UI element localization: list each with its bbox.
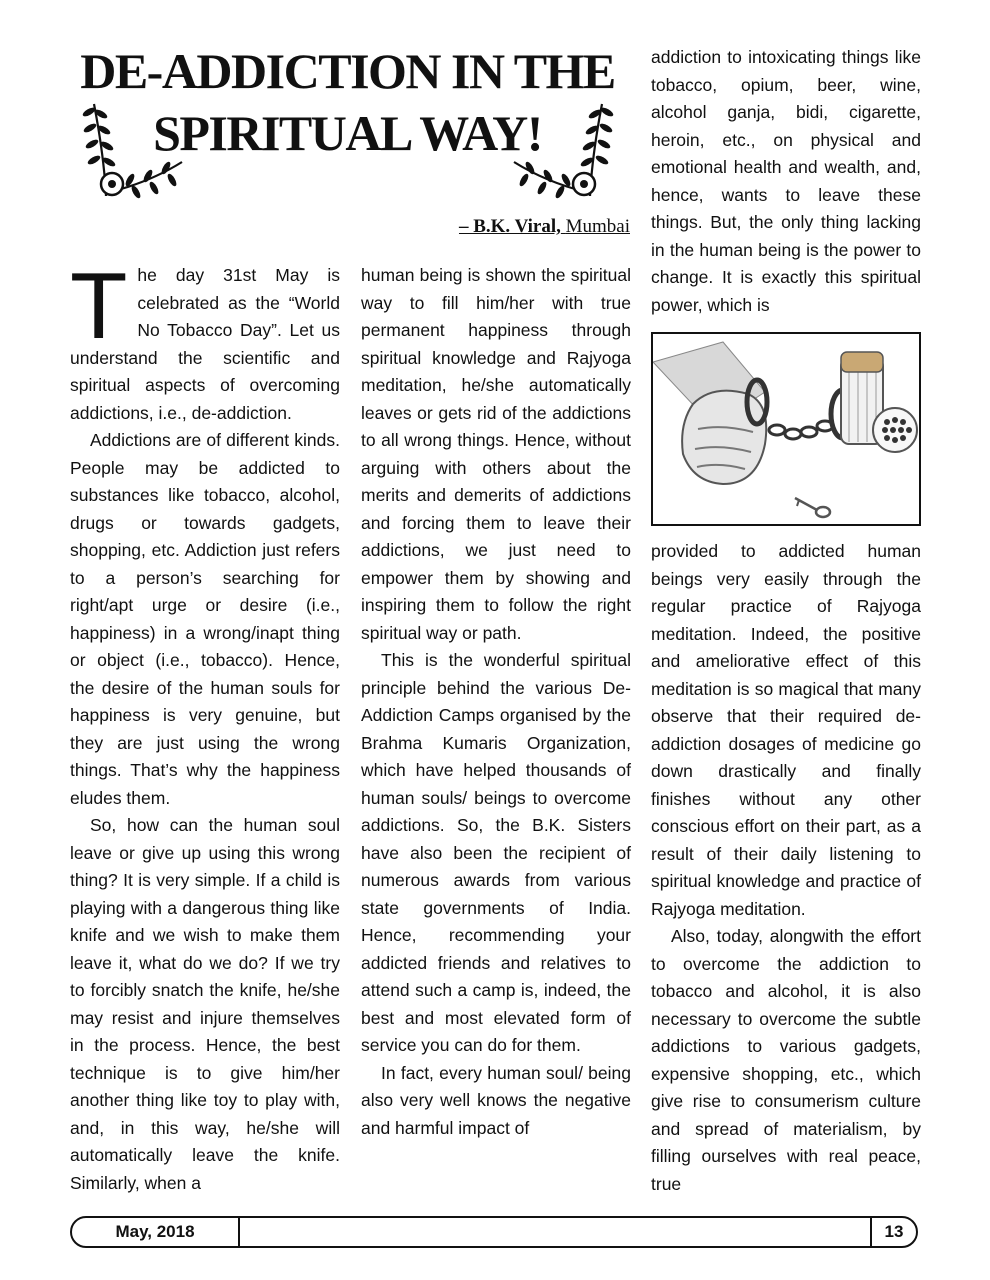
fist-chained-to-cigarettes-icon (653, 334, 919, 524)
right-floral-ornament-icon (506, 96, 626, 204)
article-column-2 (361, 262, 631, 1142)
title-line-2: SPIRITUAL WAY! (153, 105, 542, 161)
paragraph: This is the wonderful spiritual principle behind the various De-Addiction Camps organised by the Brahma Kumaris Organization, which have helped thousands of human souls/ beings to overcome addictions. So, the B.K. Sisters have also been the recipient of numerous awards from various state governments of India. Hence, recommending your addicted friends and relatives to attend such a camp is, indeed, the best and most elevated form of service you can do for them. (361, 650, 631, 1055)
paragraph: Addictions are of different kinds. People may be addicted to substances like tobacco, alcohol, drugs or towards gadgets, shopping, etc. Addiction just refers to a person’s searching for right/apt urge or desire (i.e., happiness) in a wrong/inapt thing or object (i.e., tobacco). Hence, the desire of the human souls for happiness is very genuine, but they are just using the wrong things. That’s why the happiness eludes them. (70, 430, 340, 808)
paragraph: human being is shown the spiritual way to fill him/her with true permanent happiness through spiritual knowledge and Rajyoga meditation, he/she automatically leaves or gets rid of the addictions to all wrong things. Hence, without arguing with others about the merits and demerits of addictions and forcing them to leave their addictions, we just need to empower them by showing and inspiring them to follow the right spiritual way or path. (361, 265, 631, 643)
paragraph: So, how can the human soul leave or give up using this wrong thing? It is very simple. If a child is playing with a dangerous thing like knife and we wish to make them leave it, what do we do? If we try to forcibly snatch the knife, he/she may resist and injure themselves in the process. Hence, the best technique is to give him/her another thing like toy to play with, and, in this way, he/she will automatically leave the knife. Similarly, when a (70, 815, 340, 1193)
paragraph: addiction to intoxicating things like tobacco, opium, beer, wine, alcohol ganja, bidi, cigarette, heroin, etc., on physical and emotional health and wealth, and, hence, wants to leave these things. But, the only thing lacking in the human being is the power to change. It is exactly this spiritual power, which is (651, 47, 921, 315)
paragraph: provided to addicted human beings very easily through the regular practice of Rajyoga meditation. Indeed, the positive and ameliorative effect of this meditation is so magical that many observe that their required de-addiction dosages of medicine go down drastically and finally finishes without any other conscious effort on their part, as a result of their daily listening to spiritual knowledge and practice of Rajyoga meditation. (651, 541, 921, 919)
article-photo (651, 332, 921, 526)
article-column-1 (70, 253, 340, 1197)
paragraph-text: he day 31st May is celebrated as the “World No Tobacco Day”. Let us understand the scientific and spiritual aspects of overcoming addictions, i.e., de-addiction. (70, 265, 340, 423)
drop-cap: T (70, 253, 128, 358)
article-column-3-top (651, 44, 921, 319)
paragraph (70, 253, 340, 427)
page-footer (70, 1216, 918, 1248)
left-floral-ornament-icon (70, 96, 190, 204)
byline (360, 216, 630, 238)
page-number: 13 (870, 1218, 916, 1246)
paragraph: In fact, every human soul/ being also very well knows the negative and harmful impact of (361, 1062, 631, 1138)
author-name: – B.K. Viral, (458, 216, 561, 237)
author-place: Mumbai (565, 216, 630, 237)
article-column-3-bottom (651, 538, 921, 1198)
issue-date: May, 2018 (72, 1218, 240, 1246)
title-line-1: DE-ADDICTION IN THE (80, 43, 615, 99)
paragraph: Also, today, alongwith the effort to overcome the addiction to tobacco and alcohol, it is also necessary to overcome the subtle addictions to various gadgets, expensive shopping, etc., which give rise to consumerism culture and spread of materialism, by filling ourselves with real peace, true (651, 926, 921, 1194)
